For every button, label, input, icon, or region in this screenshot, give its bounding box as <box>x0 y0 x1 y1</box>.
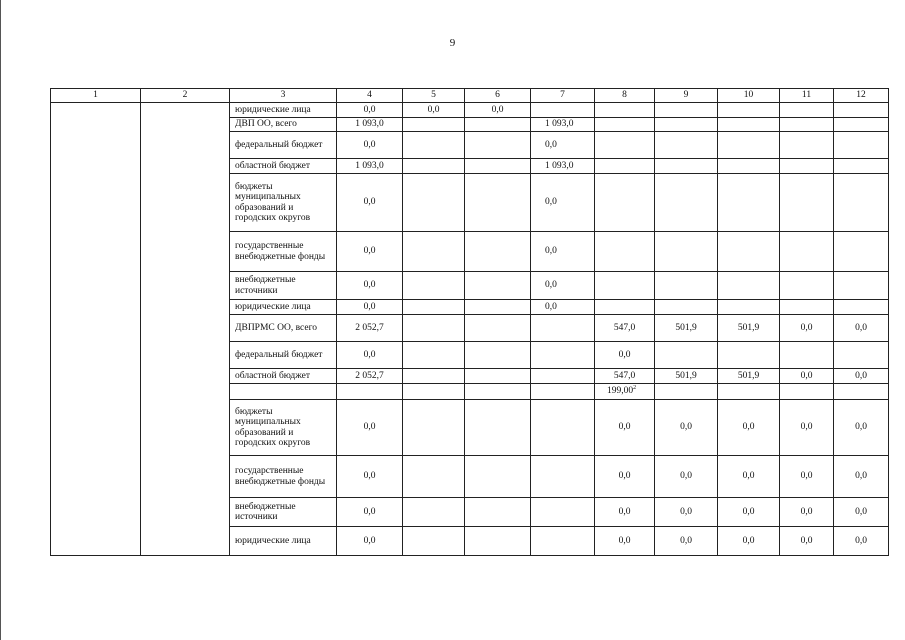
cell-col7 <box>531 498 595 527</box>
column-header: 9 <box>655 89 718 103</box>
cell-col10 <box>718 132 780 159</box>
row-label: ДВП ОО, всего <box>230 118 337 132</box>
cell-col6 <box>465 174 531 232</box>
cell-col4: 0,0 <box>337 232 403 272</box>
cell-col5 <box>403 456 465 498</box>
cell-col10 <box>718 342 780 369</box>
cell-col12 <box>834 384 889 400</box>
cell-col5 <box>403 384 465 400</box>
cell-col4: 0,0 <box>337 103 403 118</box>
cell-col11 <box>780 118 834 132</box>
cell-col8: 0,0 <box>595 527 655 556</box>
cell-col11 <box>780 300 834 315</box>
cell-col4 <box>337 384 403 400</box>
cell-col6: 0,0 <box>465 103 531 118</box>
column-header: 10 <box>718 89 780 103</box>
cell-col5 <box>403 118 465 132</box>
cell-col4: 0,0 <box>337 272 403 300</box>
cell-col8 <box>595 232 655 272</box>
cell-col10: 0,0 <box>718 456 780 498</box>
cell-col11: 0,0 <box>780 369 834 384</box>
cell-col7 <box>531 315 595 342</box>
row-label: государственные внебюджетные фонды <box>230 456 337 498</box>
cell-col6 <box>465 118 531 132</box>
cell-col7 <box>531 369 595 384</box>
cell-col6 <box>465 300 531 315</box>
cell-col7: 0,0 <box>531 300 595 315</box>
column-header: 3 <box>230 89 337 103</box>
cell-col7 <box>531 456 595 498</box>
cell-col11: 0,0 <box>780 456 834 498</box>
cell-col5 <box>403 174 465 232</box>
cell-col10: 0,0 <box>718 498 780 527</box>
cell-col6 <box>465 132 531 159</box>
cell-col12: 0,0 <box>834 498 889 527</box>
cell-col10 <box>718 174 780 232</box>
cell-col7: 1 093,0 <box>531 118 595 132</box>
cell-col10: 501,9 <box>718 369 780 384</box>
cell-col4: 1 093,0 <box>337 159 403 174</box>
footnote-marker: 2 <box>633 385 637 392</box>
row-label: внебюджетные источники <box>230 272 337 300</box>
cell-col10 <box>718 384 780 400</box>
cell-col10 <box>718 272 780 300</box>
column-header: 5 <box>403 89 465 103</box>
row-label: юридические лица <box>230 527 337 556</box>
column-header: 11 <box>780 89 834 103</box>
row-label: федеральный бюджет <box>230 132 337 159</box>
cell-col6 <box>465 384 531 400</box>
cell-col9: 501,9 <box>655 315 718 342</box>
cell-col11 <box>780 342 834 369</box>
cell-col11: 0,0 <box>780 315 834 342</box>
cell-col10 <box>718 232 780 272</box>
cell-col8: 0,0 <box>595 342 655 369</box>
cell-col6 <box>465 498 531 527</box>
scan-left-edge <box>0 0 1 640</box>
cell-col9 <box>655 174 718 232</box>
column-header: 7 <box>531 89 595 103</box>
cell-col11 <box>780 232 834 272</box>
cell-col4: 2 052,7 <box>337 315 403 342</box>
cell-col5 <box>403 527 465 556</box>
cell-col11 <box>780 174 834 232</box>
cell-col8: 547,0 <box>595 315 655 342</box>
cell-col12 <box>834 232 889 272</box>
cell-col9 <box>655 384 718 400</box>
row-label: юридические лица <box>230 103 337 118</box>
cell-col6 <box>465 315 531 342</box>
cell-col7: 1 093,0 <box>531 159 595 174</box>
cell-col8 <box>595 159 655 174</box>
cell-col6 <box>465 527 531 556</box>
cell-col5 <box>403 159 465 174</box>
cell-col10 <box>718 118 780 132</box>
cell-col8 <box>595 118 655 132</box>
cell-col8: 0,0 <box>595 456 655 498</box>
cell-col10: 0,0 <box>718 400 780 456</box>
cell-col5 <box>403 300 465 315</box>
cell-col9 <box>655 232 718 272</box>
cell-col4: 1 093,0 <box>337 118 403 132</box>
cell-col7: 0,0 <box>531 272 595 300</box>
cell-col5 <box>403 272 465 300</box>
column-header: 4 <box>337 89 403 103</box>
cell-col12 <box>834 342 889 369</box>
row-label: областной бюджет <box>230 369 337 384</box>
cell-col11: 0,0 <box>780 498 834 527</box>
column-number-header <box>51 89 889 103</box>
cell-col9: 0,0 <box>655 498 718 527</box>
cell-col8: 0,0 <box>595 400 655 456</box>
row-label: федеральный бюджет <box>230 342 337 369</box>
cell-col7 <box>531 103 595 118</box>
cell-col5 <box>403 400 465 456</box>
row-label: ДВПРМС ОО, всего <box>230 315 337 342</box>
cell-col5 <box>403 315 465 342</box>
cell-col5 <box>403 369 465 384</box>
cell-col8 <box>595 272 655 300</box>
row-label: государственные внебюджетные фонды <box>230 232 337 272</box>
cell-col9 <box>655 132 718 159</box>
cell-col12 <box>834 174 889 232</box>
cell-col4: 0,0 <box>337 527 403 556</box>
column-header: 2 <box>141 89 230 103</box>
cell-col11 <box>780 384 834 400</box>
cell-col6 <box>465 272 531 300</box>
footnote-value: 199,00 <box>607 386 634 397</box>
merged-cell-col2 <box>141 103 230 556</box>
cell-col10 <box>718 300 780 315</box>
cell-col9 <box>655 300 718 315</box>
cell-col9: 501,9 <box>655 369 718 384</box>
cell-col12: 0,0 <box>834 456 889 498</box>
cell-col11 <box>780 159 834 174</box>
cell-col7: 0,0 <box>531 174 595 232</box>
cell-col8: 547,0 <box>595 369 655 384</box>
cell-col10: 0,0 <box>718 527 780 556</box>
cell-col7 <box>531 400 595 456</box>
cell-col8: 0,0 <box>595 498 655 527</box>
cell-col9 <box>655 103 718 118</box>
cell-col8 <box>595 103 655 118</box>
cell-col12 <box>834 103 889 118</box>
cell-col9 <box>655 272 718 300</box>
cell-col9 <box>655 118 718 132</box>
cell-col12: 0,0 <box>834 400 889 456</box>
page-number: 9 <box>449 37 456 49</box>
cell-col11 <box>780 103 834 118</box>
cell-col12 <box>834 159 889 174</box>
row-label: областной бюджет <box>230 159 337 174</box>
cell-col5 <box>403 132 465 159</box>
cell-col12: 0,0 <box>834 315 889 342</box>
cell-col5 <box>403 232 465 272</box>
cell-col12: 0,0 <box>834 527 889 556</box>
table-row <box>51 103 889 118</box>
cell-col8-footnote <box>595 384 655 400</box>
cell-col12 <box>834 132 889 159</box>
cell-col4: 0,0 <box>337 174 403 232</box>
cell-col9 <box>655 159 718 174</box>
cell-col6 <box>465 369 531 384</box>
cell-col12 <box>834 272 889 300</box>
cell-col4: 0,0 <box>337 342 403 369</box>
cell-col9: 0,0 <box>655 456 718 498</box>
budget-table <box>50 88 889 556</box>
cell-col4: 0,0 <box>337 456 403 498</box>
cell-col11: 0,0 <box>780 400 834 456</box>
cell-col8 <box>595 300 655 315</box>
cell-col6 <box>465 400 531 456</box>
cell-col6 <box>465 456 531 498</box>
column-header: 12 <box>834 89 889 103</box>
cell-col7 <box>531 342 595 369</box>
column-header: 8 <box>595 89 655 103</box>
row-label: бюджеты муниципальных образований и городских округов <box>230 174 337 232</box>
cell-col4: 0,0 <box>337 300 403 315</box>
merged-cell-col1 <box>51 103 141 556</box>
cell-col10 <box>718 103 780 118</box>
column-header: 6 <box>465 89 531 103</box>
cell-col6 <box>465 232 531 272</box>
row-label <box>230 384 337 400</box>
cell-col6 <box>465 159 531 174</box>
row-label: бюджеты муниципальных образований и городских округов <box>230 400 337 456</box>
row-label: внебюджетные источники <box>230 498 337 527</box>
cell-col4: 0,0 <box>337 132 403 159</box>
cell-col10 <box>718 159 780 174</box>
row-label: юридические лица <box>230 300 337 315</box>
cell-col4: 0,0 <box>337 498 403 527</box>
cell-col6 <box>465 342 531 369</box>
cell-col4: 2 052,7 <box>337 369 403 384</box>
cell-col4: 0,0 <box>337 400 403 456</box>
cell-col11 <box>780 132 834 159</box>
cell-col8 <box>595 132 655 159</box>
cell-col11 <box>780 272 834 300</box>
cell-col8 <box>595 174 655 232</box>
cell-col12 <box>834 118 889 132</box>
cell-col7: 0,0 <box>531 232 595 272</box>
cell-col9: 0,0 <box>655 400 718 456</box>
cell-col11: 0,0 <box>780 527 834 556</box>
cell-col12: 0,0 <box>834 369 889 384</box>
cell-col5 <box>403 498 465 527</box>
cell-col12 <box>834 300 889 315</box>
cell-col10: 501,9 <box>718 315 780 342</box>
cell-col9: 0,0 <box>655 527 718 556</box>
cell-col7 <box>531 527 595 556</box>
cell-col9 <box>655 342 718 369</box>
cell-col5 <box>403 342 465 369</box>
cell-col7 <box>531 384 595 400</box>
column-header: 1 <box>51 89 141 103</box>
cell-col7: 0,0 <box>531 132 595 159</box>
cell-col5: 0,0 <box>403 103 465 118</box>
